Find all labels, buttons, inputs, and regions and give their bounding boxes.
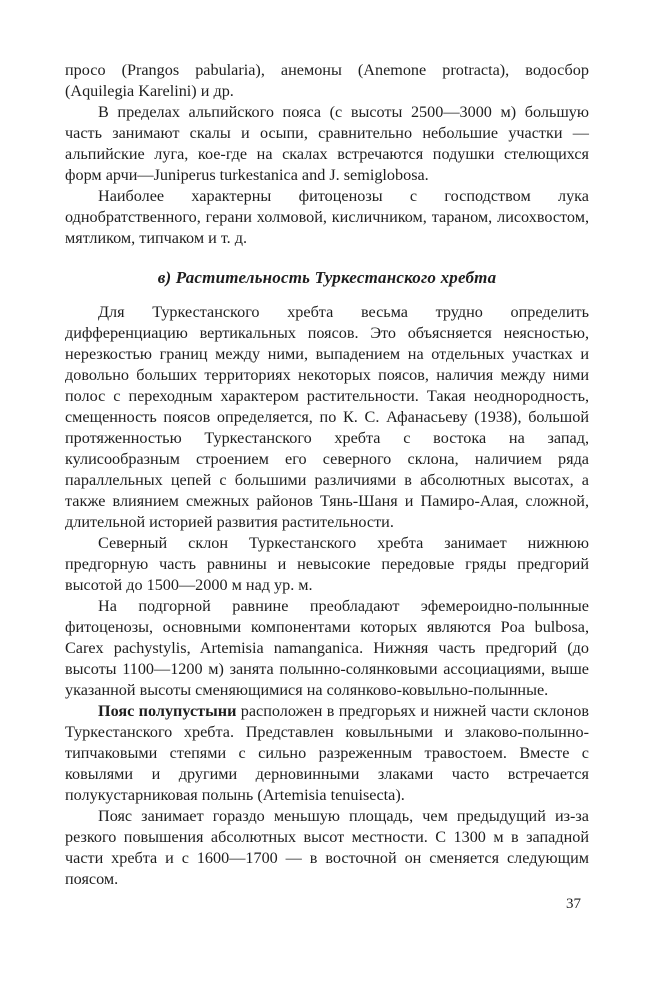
section-heading: в) Растительность Туркестанского хребта	[157, 268, 497, 287]
paragraph-3: Наиболее характерны фитоценозы с господством лука однобратственного, герани холмовой, кисличником, тараном, лисохвостом, мятликом, типчаком и т. д.	[65, 187, 589, 247]
belt-name-semidesert: Пояс полупустыни	[98, 702, 237, 720]
paragraph-1: просо (Prangos pabularia), анемоны (Anemone protracta), водосбор (Aquilegia Karelini) и др.	[65, 61, 589, 100]
paragraph-2: В пределах альпийского пояса (с высоты 2500—3000 м) большую часть занимают скалы и осыпи, сравнительно небольшие участки — альпийские луга, кое-где на скалах встречаются подушки стелющихся форм арчи—Juniperus turkestanica and J. semiglobosa.	[65, 103, 589, 184]
paragraph-7-text: расположен в предгорьях и нижней части склонов Туркестанского хребта. Представлен ковыльными и злаково-полынно-типчаковыми степями с сильно разреженным травостоем. Вместе с ковылями и другими дерновинными злаками часто встречается полукустарниковая полынь (Artemisia tenuisecta).	[65, 702, 589, 804]
paragraph-5: Северный склон Туркестанского хребта занимает нижнюю предгорную часть равнины и невысокие передовые гряды предгорий высотой до 1500—2000 м над ур. м.	[65, 534, 589, 594]
paragraph-4: Для Туркестанского хребта весьма трудно определить дифференциацию вертикальных поясов. Это объясняется неясностью, нерезкостью границ между ними, выпадением на отдельных участках и довольно больших территориях некоторых поясов, наличия между ними полос с переходным характером растительности. Такая неоднородность, смещенность поясов определяется, по К. С. Афанасьеву (1938), большой протяженностью Туркестанского хребта с востока на запад, кулисообразным строением его северного склона, наличием ряда параллельных цепей с большими различиями в абсолютных высотах, а также влиянием смежных районов Тянь-Шаня и Памиро-Алая, сложной, длительной историей развития растительности.	[65, 303, 589, 531]
page-body	[65, 60, 589, 890]
page-number: 37	[566, 896, 581, 912]
paragraph-8: Пояс занимает гораздо меньшую площадь, чем предыдущий из-за резкого повышения абсолютных высот местности. С 1300 м в западной части хребта и с 1600—1700 — в восточной он сменяется следующим поясом.	[65, 807, 589, 888]
paragraph-6: На подгорной равнине преобладают эфемероидно-полынные фитоценозы, основными компонентами которых являются Poa bulbosa, Carex pachystylis, Artemisia namanganica. Нижняя часть предгорий (до высоты 1100—1200 м) занята полынно-солянковыми ассоциациями, выше указанной высоты сменяющимися на солянково-ковыльно-полынные.	[65, 597, 589, 699]
paragraph-7	[65, 701, 589, 806]
